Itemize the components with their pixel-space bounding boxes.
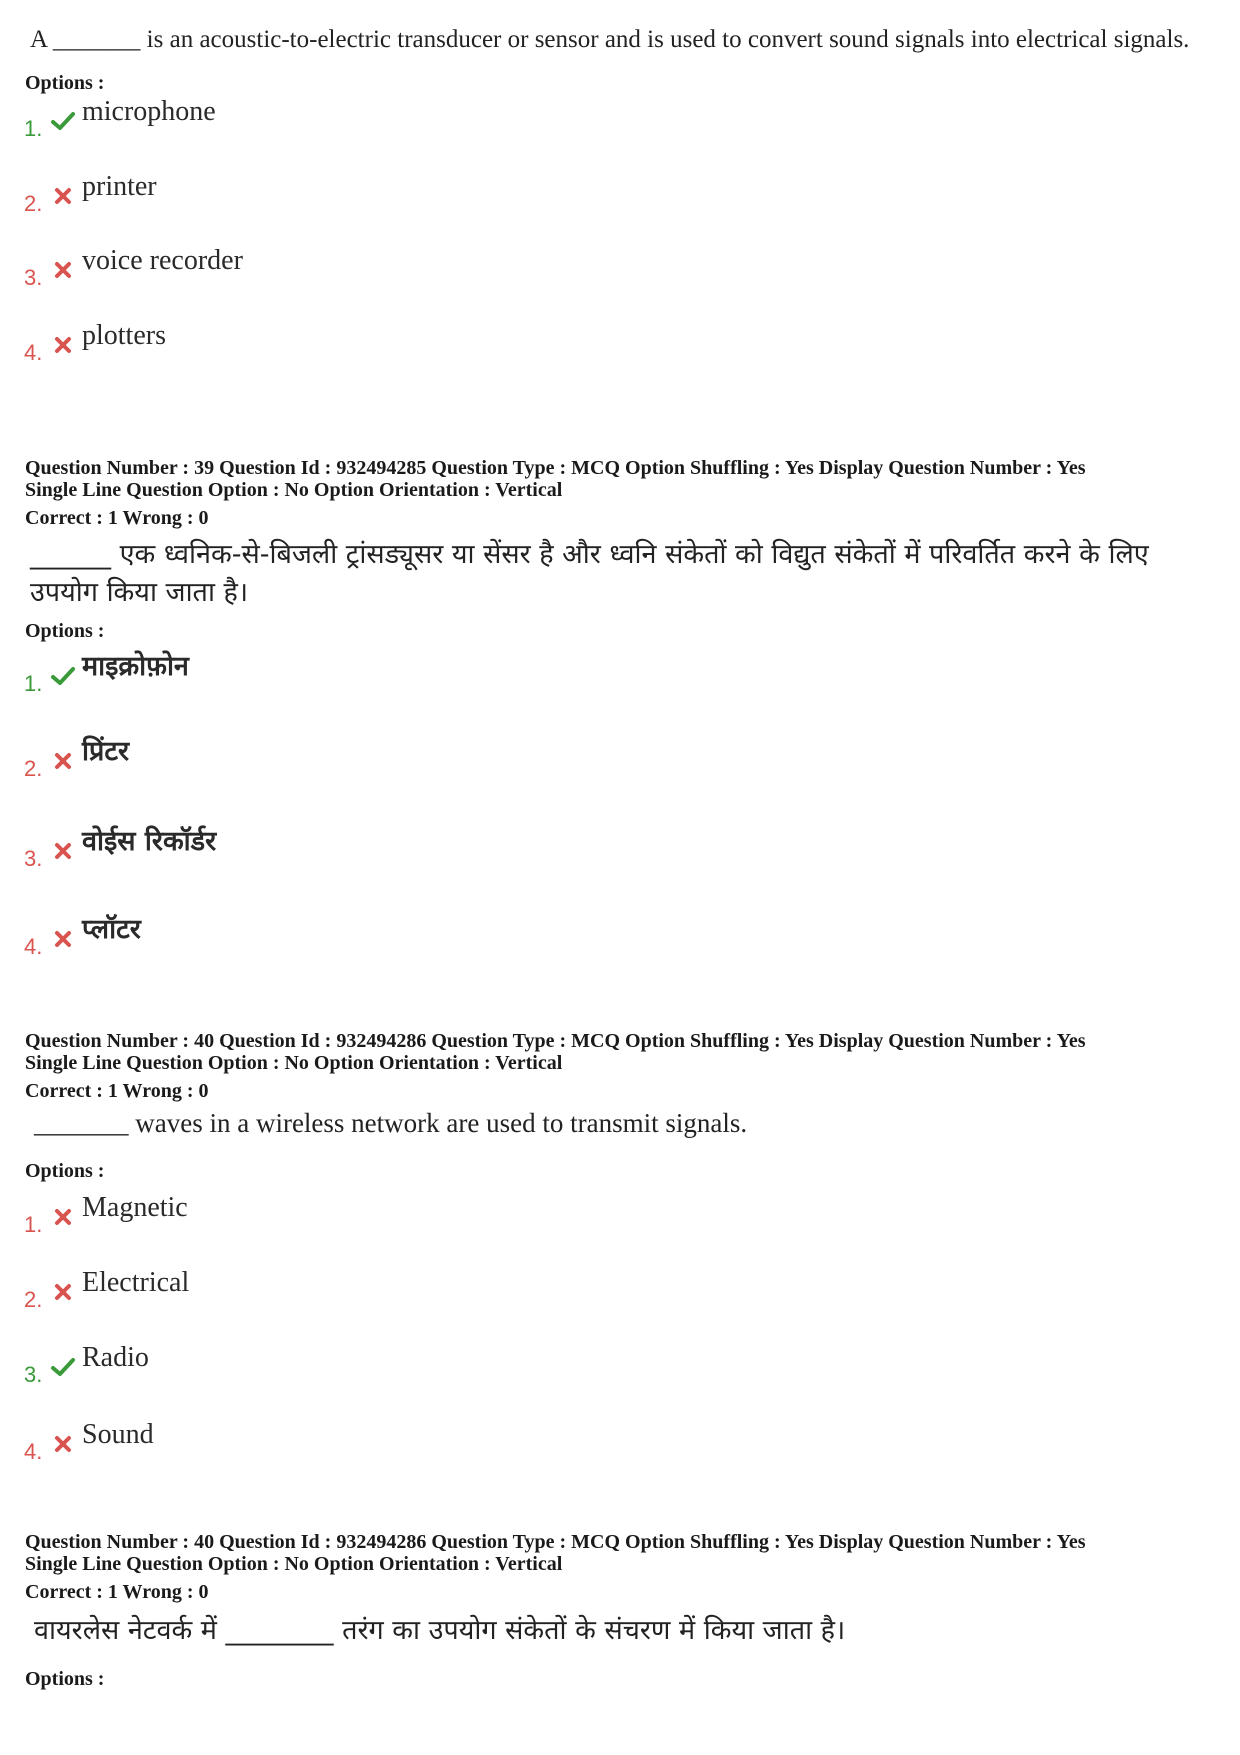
options-label: Options : bbox=[25, 620, 105, 642]
cross-icon bbox=[50, 183, 76, 209]
option-1 bbox=[24, 1192, 188, 1237]
option-number: 3. bbox=[24, 1362, 43, 1387]
options-label: Options : bbox=[25, 72, 105, 94]
question-meta-2: Single Line Question Option : No Option Orientation : Vertical bbox=[25, 1052, 563, 1074]
option-text: Radio bbox=[82, 1342, 149, 1373]
option-number: 4. bbox=[24, 934, 43, 959]
option-number: 2. bbox=[24, 1287, 43, 1312]
option-text: Sound bbox=[82, 1419, 154, 1450]
question-text: A _______ is an acoustic-to-electric transducer or sensor and is used to convert sound signals into electrical signals. bbox=[30, 26, 1190, 53]
option-text: प्लॉटर bbox=[82, 914, 141, 945]
question-meta: Question Number : 40 Question Id : 932494286 Question Type : MCQ Option Shuffling : Yes Display Question Number : Yes bbox=[25, 1030, 1086, 1052]
option-text: microphone bbox=[82, 96, 216, 127]
option-number: 4. bbox=[24, 1439, 43, 1464]
cross-icon bbox=[50, 748, 76, 774]
option-number: 1. bbox=[24, 116, 43, 141]
score-line: Correct : 1 Wrong : 0 bbox=[25, 1080, 209, 1102]
option-text: printer bbox=[82, 171, 157, 202]
option-number: 3. bbox=[24, 265, 43, 290]
option-3 bbox=[24, 1342, 149, 1387]
option-text: plotters bbox=[82, 320, 166, 351]
question-meta-2: Single Line Question Option : No Option Orientation : Vertical bbox=[25, 1553, 563, 1575]
option-text: voice recorder bbox=[82, 245, 243, 276]
question-text: वायरलेस नेटवर्क में ________ तरंग का उपयोग संकेतों के संचरण में किया जाता है। bbox=[34, 1615, 846, 1646]
cross-icon bbox=[50, 1279, 76, 1305]
cross-icon bbox=[50, 926, 76, 952]
option-2 bbox=[24, 171, 157, 216]
cross-icon bbox=[50, 257, 76, 283]
options-label: Options : bbox=[25, 1160, 105, 1182]
score-line: Correct : 1 Wrong : 0 bbox=[25, 1581, 209, 1603]
option-3 bbox=[24, 245, 243, 290]
option-2 bbox=[24, 1267, 190, 1312]
question-meta: Question Number : 39 Question Id : 932494285 Question Type : MCQ Option Shuffling : Yes Display Question Number : Yes bbox=[25, 457, 1086, 479]
option-number: 2. bbox=[24, 756, 43, 781]
option-number: 1. bbox=[24, 1212, 43, 1237]
option-number: 4. bbox=[24, 340, 43, 365]
question-meta: Question Number : 40 Question Id : 932494286 Question Type : MCQ Option Shuffling : Yes Display Question Number : Yes bbox=[25, 1531, 1086, 1553]
option-2 bbox=[24, 736, 130, 781]
option-text: माइक्रोफ़ोन bbox=[82, 651, 189, 682]
score-line: Correct : 1 Wrong : 0 bbox=[25, 507, 209, 529]
option-1 bbox=[24, 96, 216, 141]
option-4 bbox=[24, 914, 141, 959]
options-label: Options : bbox=[25, 1668, 105, 1690]
option-4 bbox=[24, 320, 166, 365]
option-4 bbox=[24, 1419, 154, 1464]
cross-icon bbox=[50, 1431, 76, 1457]
cross-icon bbox=[50, 332, 76, 358]
check-icon bbox=[50, 1354, 76, 1380]
option-text: प्रिंटर bbox=[82, 736, 130, 767]
question-meta-2: Single Line Question Option : No Option Orientation : Vertical bbox=[25, 479, 563, 501]
cross-icon bbox=[50, 1204, 76, 1230]
option-number: 2. bbox=[24, 191, 43, 216]
question-text: _______ waves in a wireless network are used to transmit signals. bbox=[34, 1108, 748, 1138]
check-icon bbox=[50, 108, 76, 134]
cross-icon bbox=[50, 838, 76, 864]
question-text: ______ एक ध्वनिक-से-बिजली ट्रांसड्यूसर या सेंसर है और ध्वनि संकेतों को विद्युत संकेतों में परिवर्तित करने के लिए उपयोग किया जाता है। bbox=[30, 539, 1149, 608]
check-icon bbox=[50, 663, 76, 689]
option-text: Electrical bbox=[82, 1267, 190, 1298]
option-3 bbox=[24, 826, 217, 871]
option-text: Magnetic bbox=[82, 1192, 188, 1223]
option-text: वोईस रिकॉर्डर bbox=[82, 826, 217, 857]
option-number: 1. bbox=[24, 671, 43, 696]
option-number: 3. bbox=[24, 846, 43, 871]
option-1 bbox=[24, 651, 189, 696]
